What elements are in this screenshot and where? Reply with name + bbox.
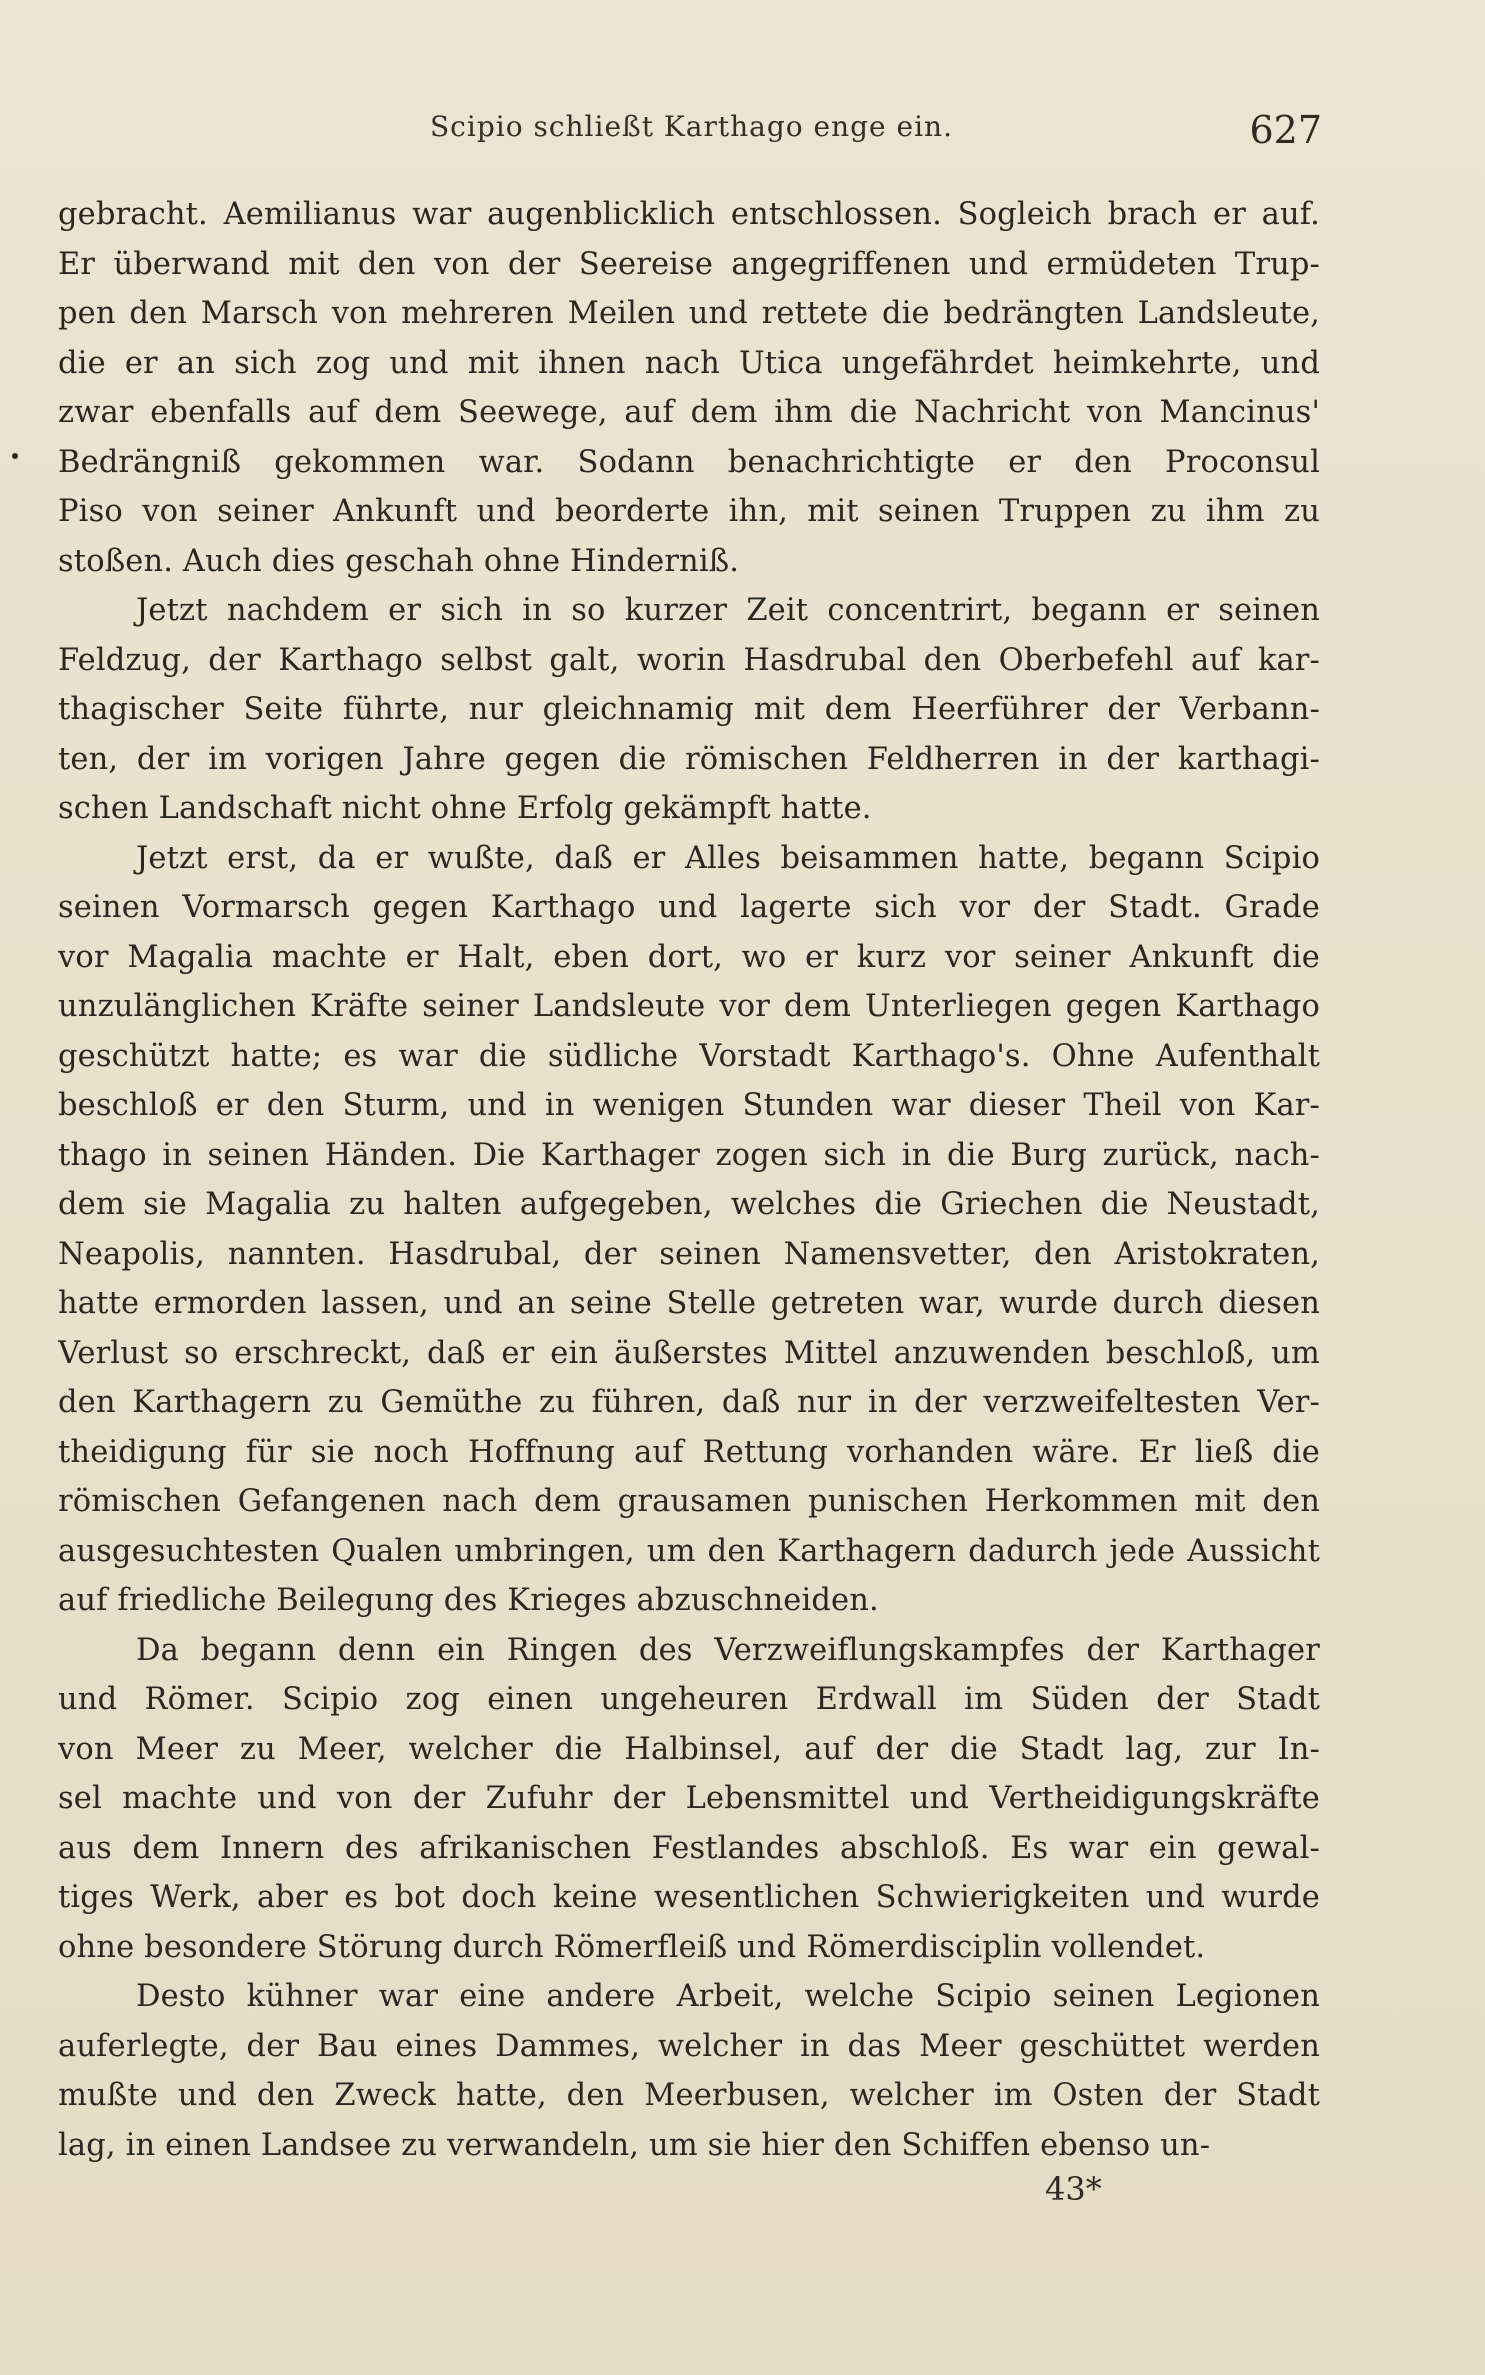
text-line: gebracht. Aemilianus war augenblicklich entschlossen. Sogleich brach er auf. — [58, 197, 1320, 232]
text-line: ten, der im vorigen Jahre gegen die römischen Feldherren in der karthagi- — [58, 741, 1320, 777]
text-line: und Römer. Scipio zog einen ungeheuren Erdwall im Süden der Stadt — [58, 1682, 1320, 1717]
text-line: ohne besondere Störung durch Römerfleiß und Römerdisciplin vollendet. — [58, 1929, 1206, 1965]
text-line: stoßen. Auch dies geschah ohne Hinderniß. — [58, 543, 740, 579]
text-line: Bedrängniß gekommen war. Sodann benachrichtigte er den Proconsul — [58, 444, 1320, 480]
text-line: ausgesuchtesten Qualen umbringen, um den Karthagern dadurch jede Aussicht — [58, 1533, 1320, 1569]
signature-mark: 43* — [1045, 2170, 1102, 2208]
text-line: thago in seinen Händen. Die Karthager zogen sich in die Burg zurück, nach- — [58, 1137, 1320, 1173]
text-line: thagischer Seite führte, nur gleichnamig mit dem Heerführer der Verbann- — [58, 692, 1320, 727]
text-line: vor Magalia machte er Halt, eben dort, wo er kurz vor seiner Ankunft die — [58, 939, 1320, 975]
text-line: Da begann denn ein Ringen des Verzweiflungskampfes der Karthager — [136, 1632, 1320, 1668]
running-head — [0, 110, 1485, 160]
text-line: römischen Gefangenen nach dem grausamen punischen Herkommen mit den — [58, 1484, 1320, 1519]
text-line: den Karthagern zu Gemüthe zu führen, daß nur in der verzweifeltesten Ver- — [58, 1385, 1320, 1420]
text-line: dem sie Magalia zu halten aufgegeben, welches die Griechen die Neustadt, — [58, 1187, 1320, 1222]
text-line: unzulänglichen Kräfte seiner Landsleute vor dem Unterliegen gegen Karthago — [58, 989, 1320, 1024]
body-text — [58, 190, 1320, 2170]
text-line: aus dem Innern des afrikanischen Festlandes abschloß. Es war ein gewal- — [58, 1830, 1320, 1866]
text-line: Feldzug, der Karthago selbst galt, worin Hasdrubal den Oberbefehl auf kar- — [58, 642, 1320, 678]
text-line: theidigung für sie noch Hoffnung auf Rettung vorhanden wäre. Er ließ die — [58, 1434, 1320, 1470]
margin-ink-dot — [12, 453, 18, 459]
text-line: schen Landschaft nicht ohne Erfolg gekämpft hatte. — [58, 791, 872, 826]
page-number: 627 — [1249, 108, 1322, 152]
text-line: Er überwand mit den von der Seereise angegriffenen und ermüdeten Trup- — [58, 246, 1320, 282]
text-line: zwar ebenfalls auf dem Seewege, auf dem ihm die Nachricht von Mancinus' — [58, 395, 1320, 430]
text-line: von Meer zu Meer, welcher die Halbinsel, auf der die Stadt lag, zur In- — [58, 1731, 1320, 1767]
text-line: Neapolis, nannten. Hasdrubal, der seinen Namensvetter, den Aristokraten, — [58, 1236, 1320, 1272]
text-line: tiges Werk, aber es bot doch keine wesentlichen Schwierigkeiten und wurde — [58, 1880, 1320, 1915]
text-line: mußte und den Zweck hatte, den Meerbusen, welcher im Osten der Stadt — [58, 2078, 1320, 2113]
running-title: Scipio schließt Karthago enge ein. — [430, 110, 953, 143]
text-line: Jetzt nachdem er sich in so kurzer Zeit concentrirt, begann er seinen — [136, 593, 1320, 628]
text-line: seinen Vormarsch gegen Karthago und lagerte sich vor der Stadt. Grade — [58, 890, 1320, 925]
text-line: auferlegte, der Bau eines Dammes, welcher in das Meer geschüttet werden — [58, 2028, 1320, 2064]
text-line: pen den Marsch von mehreren Meilen und rettete die bedrängten Landsleute, — [58, 296, 1320, 331]
text-line: sel machte und von der Zufuhr der Lebensmittel und Vertheidigungskräfte — [58, 1781, 1320, 1816]
text-line: auf friedliche Beilegung des Krieges abzuschneiden. — [58, 1583, 879, 1618]
text-line: Jetzt erst, da er wußte, daß er Alles beisammen hatte, begann Scipio — [136, 840, 1320, 876]
text-line: hatte ermorden lassen, und an seine Stelle getreten war, wurde durch diesen — [58, 1286, 1320, 1321]
text-line: geschützt hatte; es war die südliche Vorstadt Karthago's. Ohne Aufenthalt — [58, 1038, 1320, 1074]
text-line: beschloß er den Sturm, und in wenigen Stunden war dieser Theil von Kar- — [58, 1088, 1320, 1123]
text-line: lag, in einen Landsee zu verwandeln, um sie hier den Schiffen ebenso un- — [58, 2127, 1211, 2163]
text-line: Desto kühner war eine andere Arbeit, welche Scipio seinen Legionen — [136, 1979, 1320, 2014]
text-line: Piso von seiner Ankunft und beorderte ihn, mit seinen Truppen zu ihm zu — [58, 494, 1320, 529]
text-line: Verlust so erschreckt, daß er ein äußerstes Mittel anzuwenden beschloß, um — [58, 1335, 1320, 1371]
text-line: die er an sich zog und mit ihnen nach Utica ungefährdet heimkehrte, und — [58, 345, 1320, 381]
